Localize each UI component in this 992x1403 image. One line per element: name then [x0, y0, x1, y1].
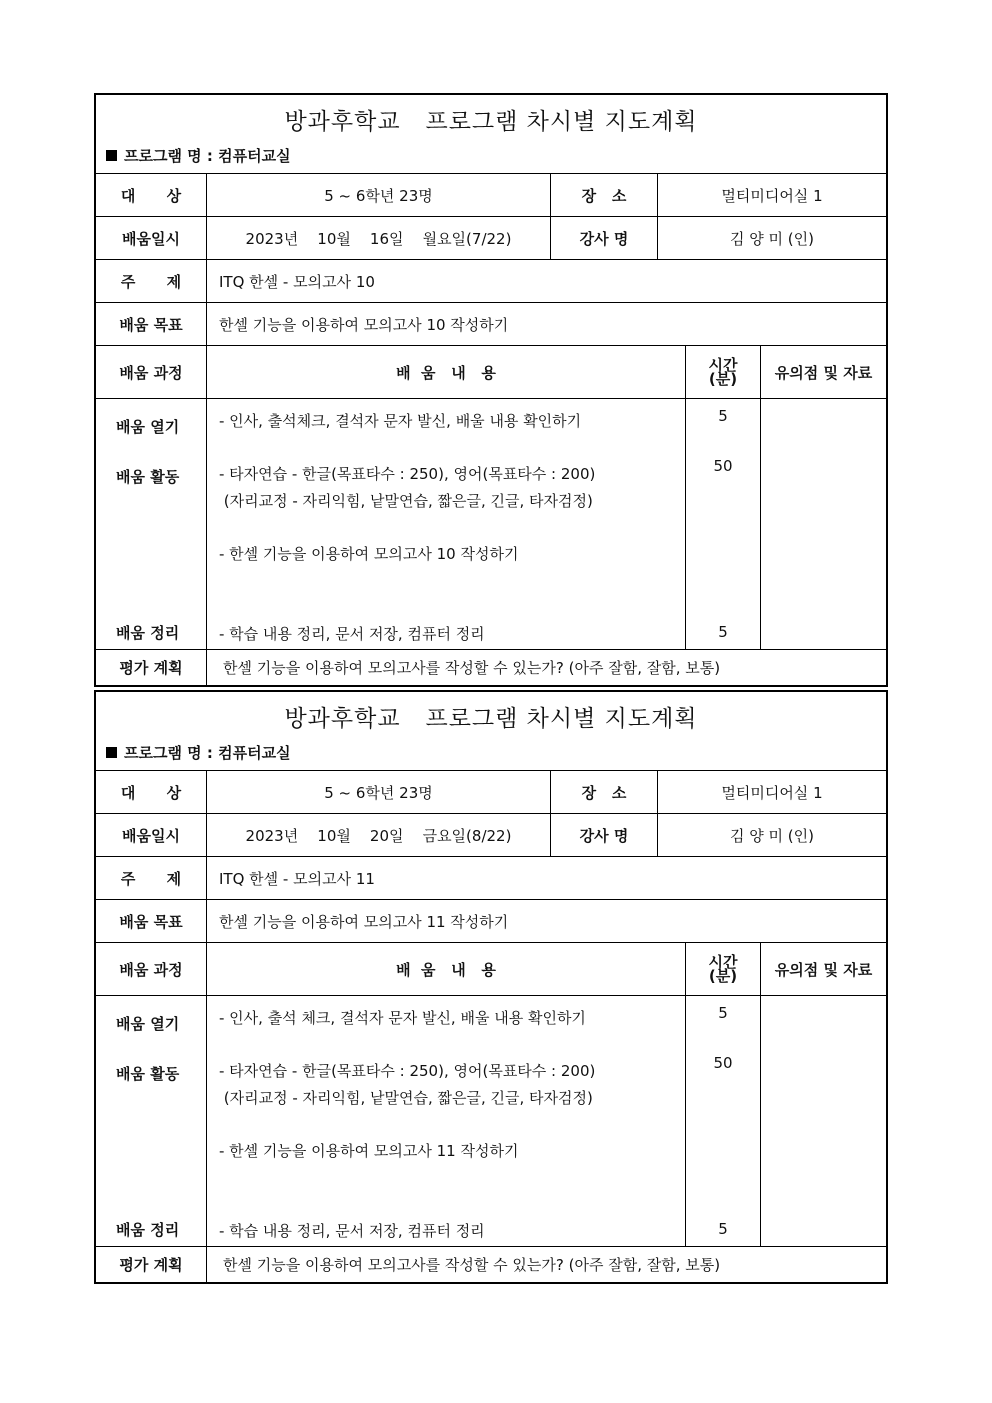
time-label-line2: (분) [708, 370, 738, 388]
eval-value: 한셀 기능을 이용하여 모의고사를 작성할 수 있는가? (아주 잘함, 잘함, 보통) [223, 1256, 721, 1274]
target-value: 5 ~ 6학년 23명 [207, 174, 551, 216]
eval-label: 평가 계획 [96, 650, 207, 685]
target-value: 5 ~ 6학년 23명 [207, 771, 551, 813]
content-activity-3: - 한셀 기능을 이용하여 모의고사 10 작성하기 [219, 545, 519, 563]
content-close: - 학습 내용 정리, 문서 저장, 컴퓨터 정리 [219, 1222, 485, 1240]
process-body [96, 399, 886, 650]
date-row [96, 814, 886, 857]
stage-close: 배움 정리 [116, 624, 180, 642]
time-column [686, 399, 761, 649]
teacher-label: 강사 명 [551, 217, 658, 259]
process-header-row [96, 346, 886, 399]
goal-row [96, 900, 886, 943]
content-activity-1: - 타자연습 - 한글(목표타수 : 250), 영어(목표타수 : 200) [219, 465, 596, 483]
time-close: 5 [718, 623, 728, 641]
eval-row [96, 650, 886, 685]
content-close: - 학습 내용 정리, 문서 저장, 컴퓨터 정리 [219, 625, 485, 643]
notes-column [761, 399, 886, 649]
time-label [686, 346, 761, 398]
target-row [96, 771, 886, 814]
plan-header [96, 95, 886, 174]
date-label: 배움일시 [96, 217, 207, 259]
topic-value: ITQ 한셀 - 모의고사 10 [219, 272, 375, 291]
eval-row [96, 1247, 886, 1282]
place-value: 멀티미디어실 1 [721, 186, 823, 205]
process-label: 배움 과정 [96, 346, 207, 398]
program-name [106, 145, 291, 166]
content-open: - 인사, 출석체크, 결석자 문자 발신, 배울 내용 확인하기 [219, 412, 582, 430]
topic-label: 주 제 [96, 260, 207, 302]
program-name [106, 742, 291, 763]
time-activity: 50 [713, 1054, 733, 1072]
stage-open: 배움 열기 [116, 418, 180, 436]
target-label: 대 상 [96, 771, 207, 813]
topic-value: ITQ 한셀 - 모의고사 11 [219, 869, 375, 888]
time-label-line1: 시간 [708, 356, 738, 374]
teacher-value: 김 양 미 (인) [730, 826, 814, 845]
time-label [686, 943, 761, 995]
process-body [96, 996, 886, 1247]
date-value: 2023년 10월 16일 월요일(7/22) [207, 217, 551, 259]
lesson-plan-table [94, 93, 888, 687]
teacher-label: 강사 명 [551, 814, 658, 856]
topic-row [96, 857, 886, 900]
content-label: 배 움 내 용 [207, 943, 686, 995]
stage-close: 배움 정리 [116, 1221, 180, 1239]
time-open: 5 [718, 1004, 728, 1022]
stage-activity: 배움 활동 [116, 1065, 180, 1083]
goal-value: 한셀 기능을 이용하여 모의고사 11 작성하기 [219, 912, 509, 931]
notes-label: 유의점 및 자료 [774, 960, 873, 979]
content-activity-3: - 한셀 기능을 이용하여 모의고사 11 작성하기 [219, 1142, 519, 1160]
topic-label: 주 제 [96, 857, 207, 899]
content-column [207, 399, 686, 649]
target-label: 대 상 [96, 174, 207, 216]
content-column [207, 996, 686, 1246]
stage-column [96, 996, 207, 1246]
time-label-line1: 시간 [708, 953, 738, 971]
time-label-line2: (분) [708, 967, 738, 985]
stage-activity: 배움 활동 [116, 468, 180, 486]
content-label: 배 움 내 용 [207, 346, 686, 398]
square-bullet-icon [106, 747, 117, 758]
time-open: 5 [718, 407, 728, 425]
program-name-text: 프로그램 명 : 컴퓨터교실 [124, 744, 291, 762]
notes-column [761, 996, 886, 1246]
stage-column [96, 399, 207, 649]
time-activity: 50 [713, 457, 733, 475]
goal-value: 한셀 기능을 이용하여 모의고사 10 작성하기 [219, 315, 509, 334]
eval-label: 평가 계획 [96, 1247, 207, 1282]
plan-header [96, 692, 886, 771]
content-activity-1: - 타자연습 - 한글(목표타수 : 250), 영어(목표타수 : 200) [219, 1062, 596, 1080]
plan-title: 방과후학교 프로그램 차시별 지도계획 [284, 706, 698, 732]
goal-label: 배움 목표 [96, 900, 207, 942]
notes-label: 유의점 및 자료 [774, 363, 873, 382]
place-label: 장 소 [551, 771, 658, 813]
square-bullet-icon [106, 150, 117, 161]
content-open: - 인사, 출석 체크, 결석자 문자 발신, 배울 내용 확인하기 [219, 1009, 586, 1027]
program-name-text: 프로그램 명 : 컴퓨터교실 [124, 147, 291, 165]
goal-row [96, 303, 886, 346]
date-label: 배움일시 [96, 814, 207, 856]
teacher-value: 김 양 미 (인) [730, 229, 814, 248]
date-row [96, 217, 886, 260]
date-value: 2023년 10월 20일 금요일(8/22) [207, 814, 551, 856]
goal-label: 배움 목표 [96, 303, 207, 345]
stage-open: 배움 열기 [116, 1015, 180, 1033]
process-header-row [96, 943, 886, 996]
topic-row [96, 260, 886, 303]
lesson-plan-table [94, 690, 888, 1284]
eval-value: 한셀 기능을 이용하여 모의고사를 작성할 수 있는가? (아주 잘함, 잘함, 보통) [223, 659, 721, 677]
target-row [96, 174, 886, 217]
time-column [686, 996, 761, 1246]
content-activity-2: (자리교정 - 자리익힘, 낱말연습, 짧은글, 긴글, 타자검정) [219, 1089, 593, 1107]
process-label: 배움 과정 [96, 943, 207, 995]
plan-title: 방과후학교 프로그램 차시별 지도계획 [284, 109, 698, 135]
place-label: 장 소 [551, 174, 658, 216]
place-value: 멀티미디어실 1 [721, 783, 823, 802]
content-activity-2: (자리교정 - 자리익힘, 낱말연습, 짧은글, 긴글, 타자검정) [219, 492, 593, 510]
time-close: 5 [718, 1220, 728, 1238]
